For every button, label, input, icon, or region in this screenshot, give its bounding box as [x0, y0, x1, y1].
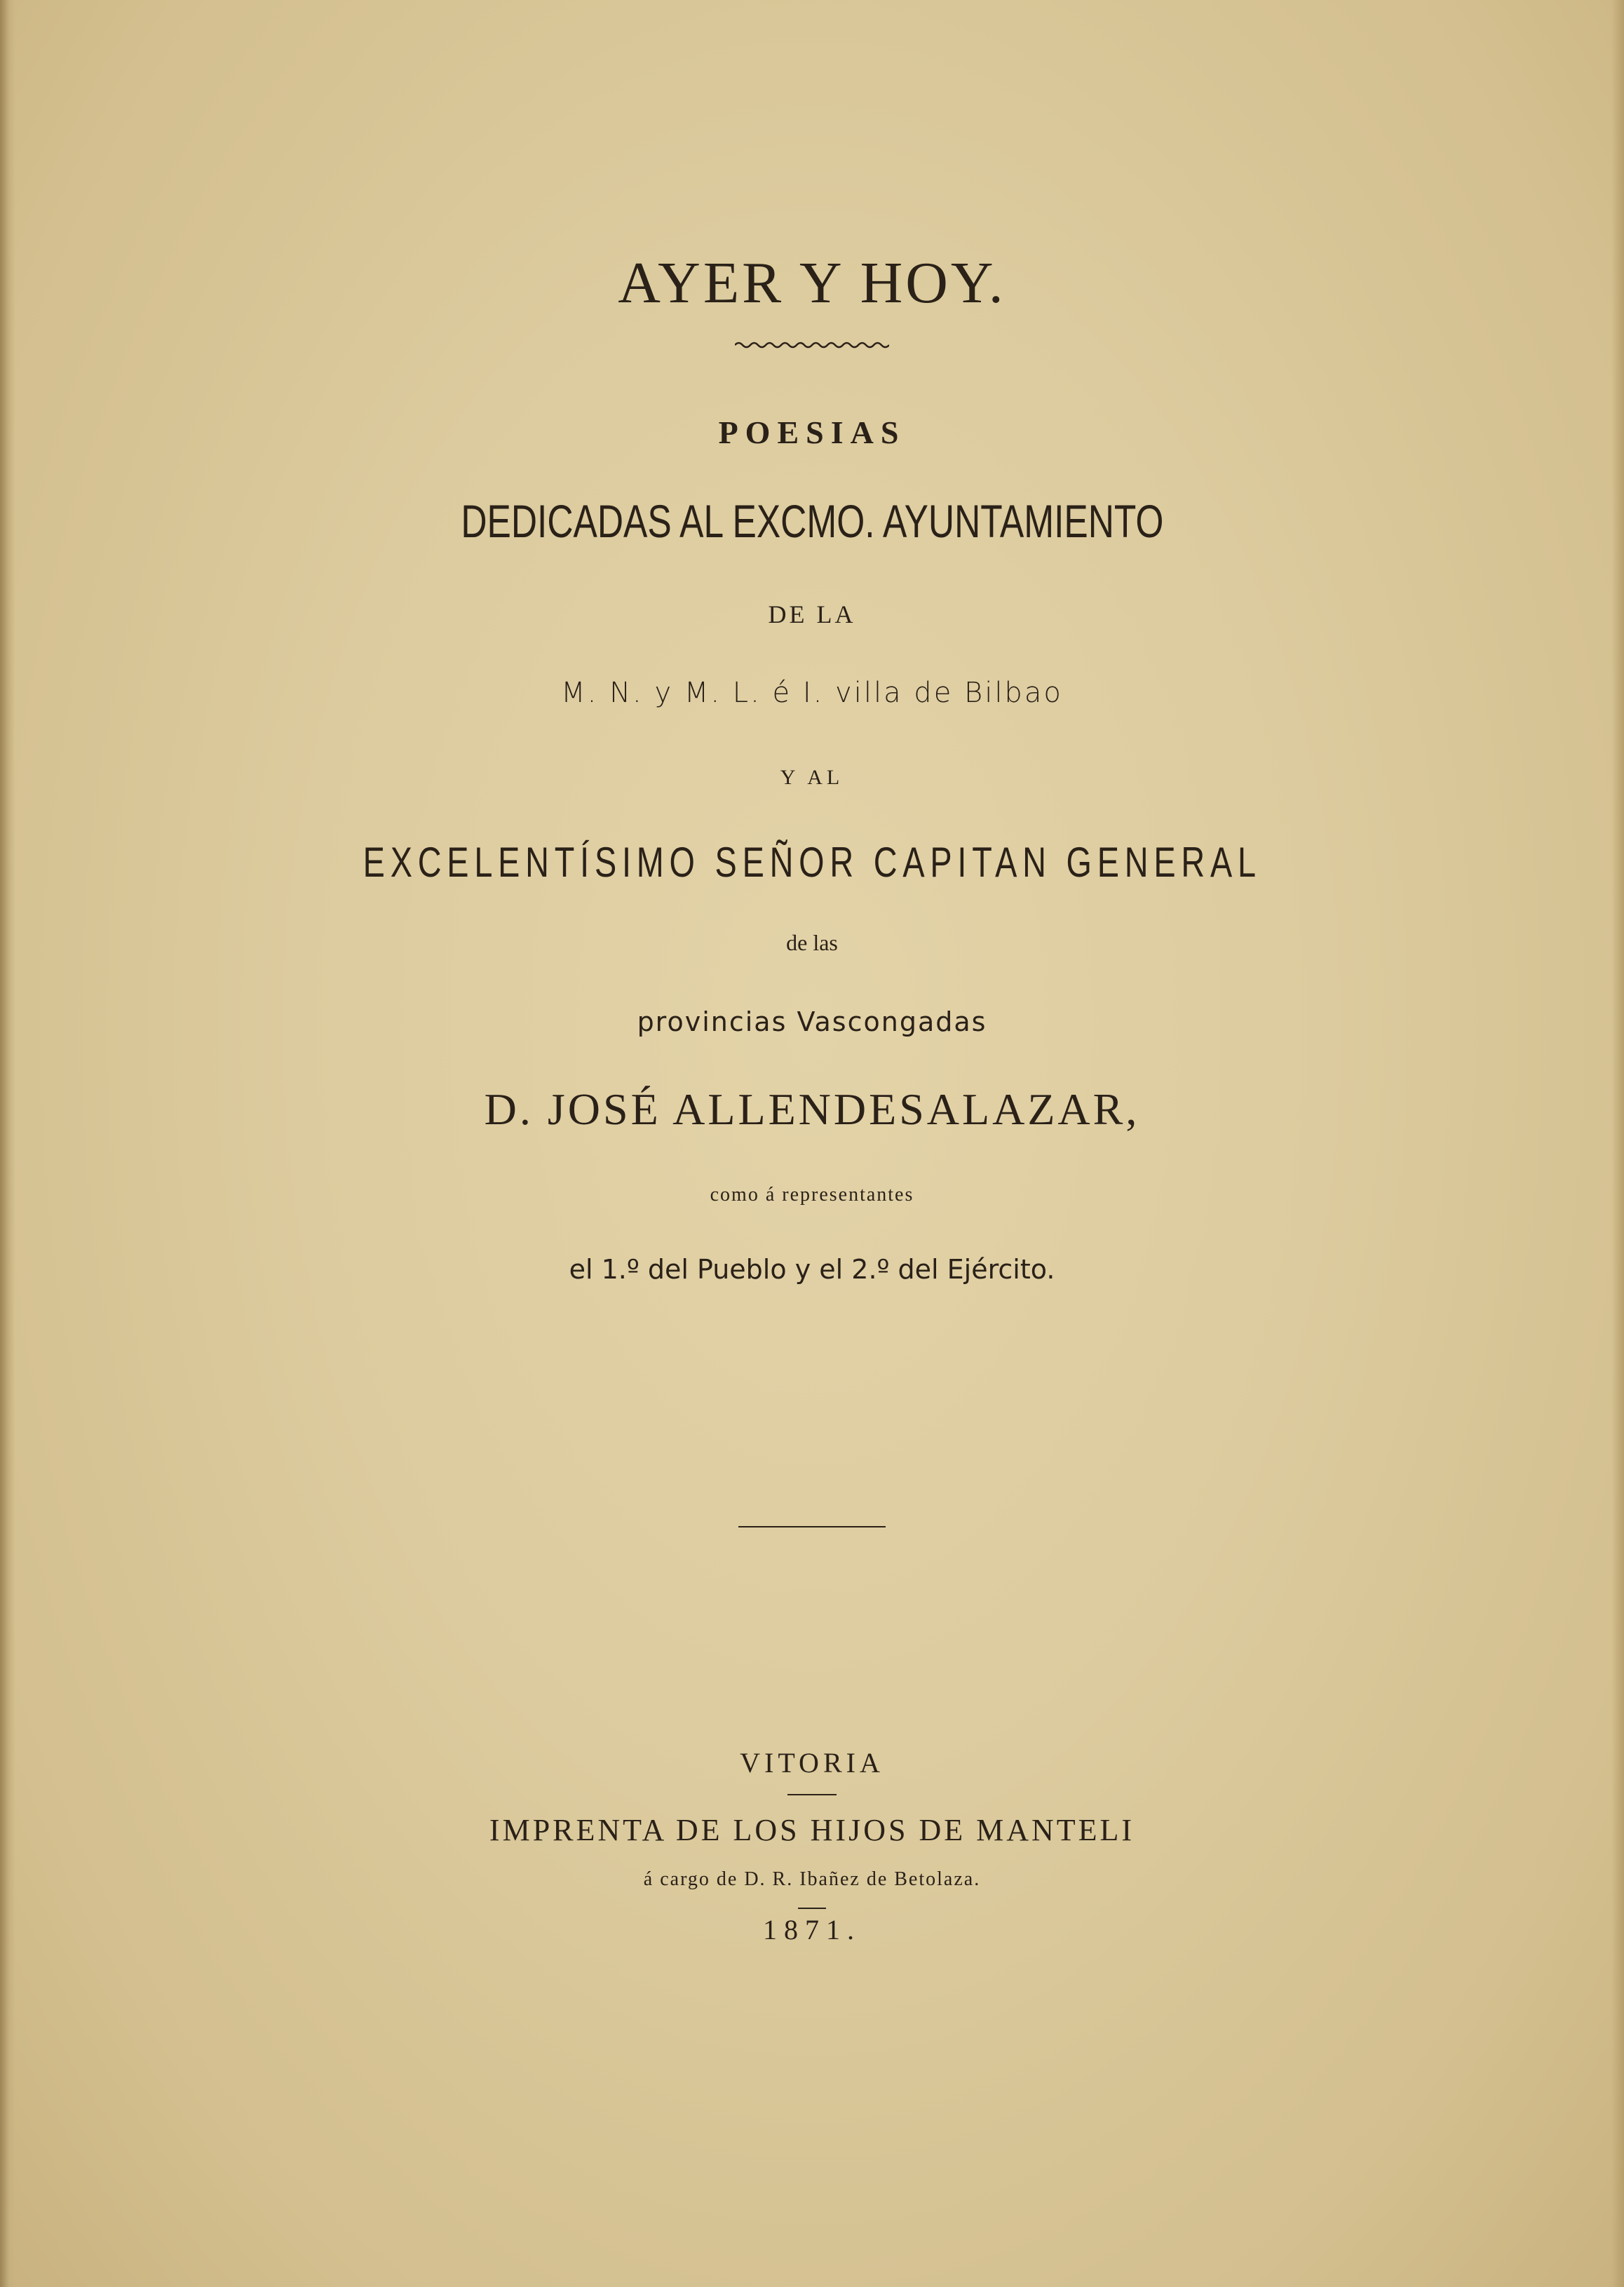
- dedication-line-8: D. JOSÉ ALLENDESALAZAR,: [484, 1084, 1140, 1134]
- dedication-line-1-text: DEDICADAS AL EXCMO. AYUNTAMIENTO: [460, 495, 1164, 547]
- imprint-year: 1871.: [763, 1914, 861, 1945]
- dedication-line-4: Y AL: [780, 766, 844, 789]
- imprint-city: VITORIA: [740, 1747, 884, 1779]
- imprint-city-rule: [0, 1787, 1624, 1800]
- dedication-line-5: [0, 838, 1624, 887]
- dedication-line-2: DE LA: [768, 600, 856, 628]
- dedication-line-9: como á representantes: [710, 1184, 914, 1206]
- dedication-line-6: de las: [786, 930, 838, 955]
- dedication-line-10: el 1.º del Pueblo y el 2.º del Ejército.: [569, 1254, 1055, 1285]
- horizontal-rule: [0, 1519, 1624, 1532]
- dedication-line-3: M. N. y M. L. é I. villa de Bilbao: [561, 677, 1063, 709]
- wavy-ornament: [0, 339, 1624, 354]
- dedication-line-1: [0, 494, 1624, 549]
- dedication-line-5-text: EXCELENTÍSIMO SEÑOR CAPITAN GENERAL: [363, 839, 1261, 886]
- book-title: AYER Y HOY.: [618, 250, 1006, 316]
- imprint-small-rule: [0, 1901, 1624, 1913]
- imprint-printer: IMPRENTA DE LOS HIJOS DE MANTELI: [489, 1813, 1135, 1847]
- dedication-line-7: provincias Vascongadas: [637, 1006, 987, 1037]
- subtitle-poesias: POESIAS: [718, 414, 906, 450]
- imprint-in-charge: á cargo de D. R. Ibañez de Betolaza.: [643, 1868, 981, 1890]
